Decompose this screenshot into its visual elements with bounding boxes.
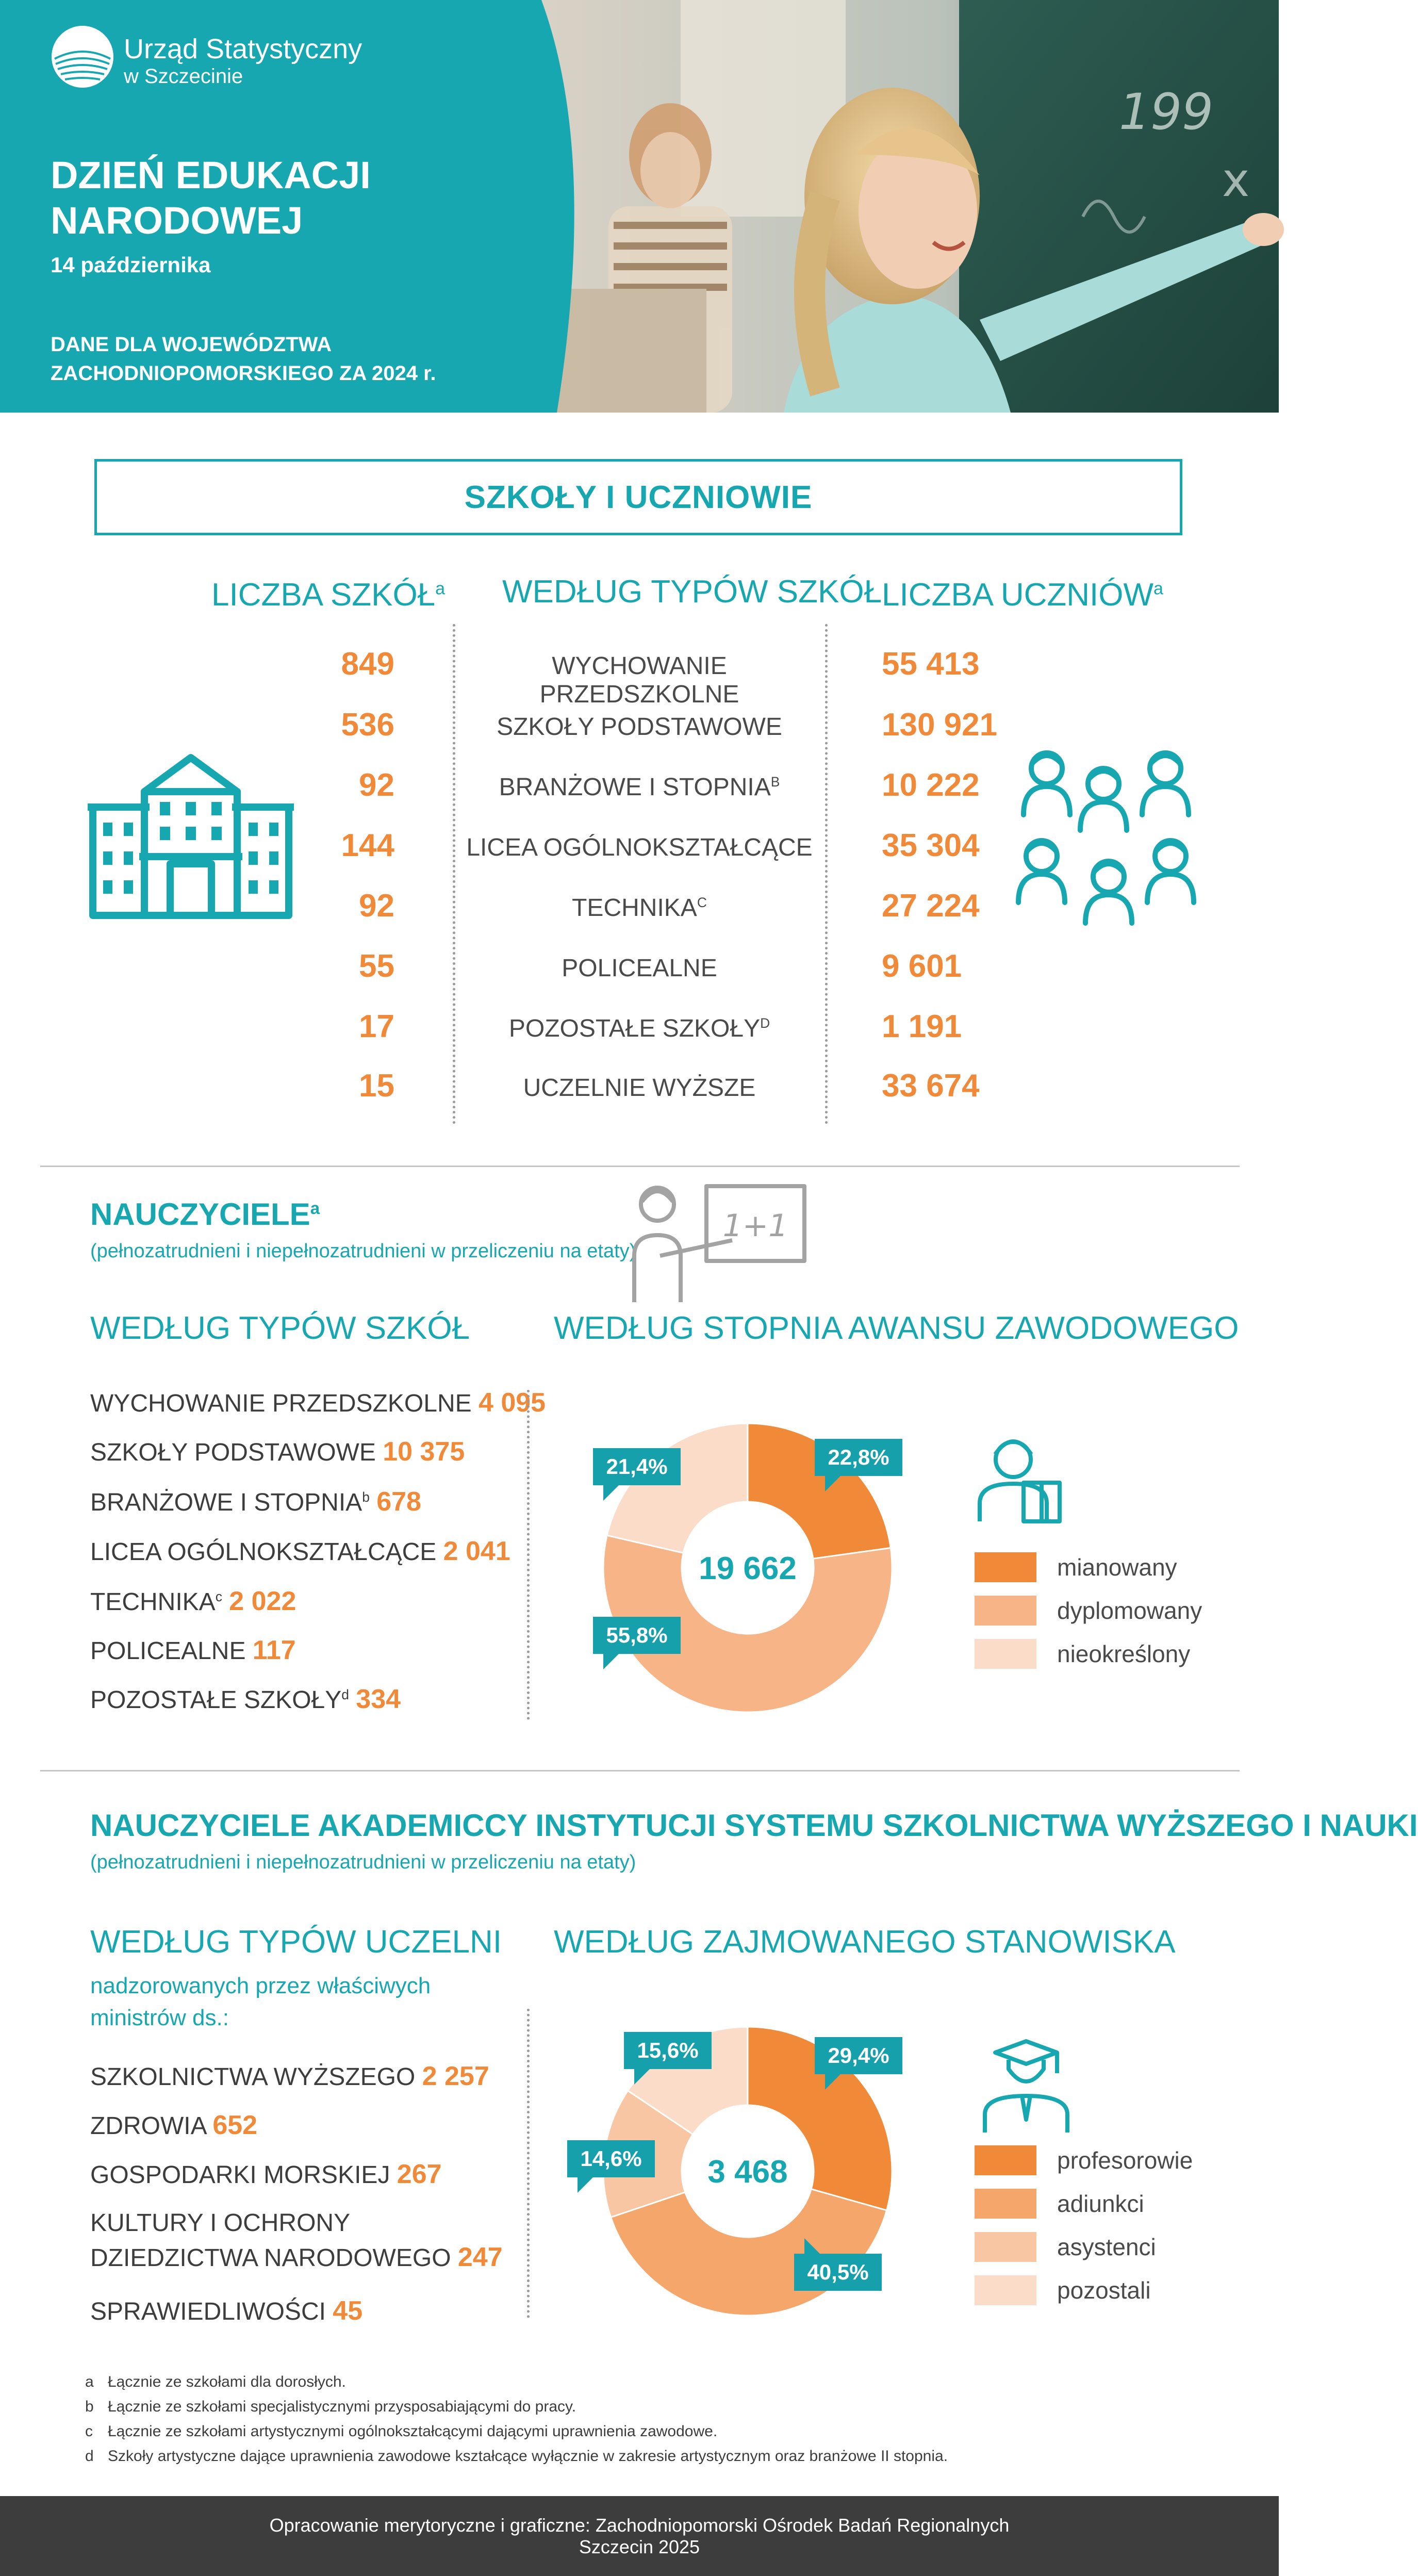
- teacher-list-item: WYCHOWANIE PRZEDSZKOLNE 4 095: [90, 1388, 546, 1418]
- school-type-label: $TECHNIKA^C$: [572, 894, 707, 922]
- footer-line2: Szczecin 2025: [579, 2536, 700, 2557]
- divider-right: [825, 624, 828, 1124]
- title-line2: NARODOWEJ: [51, 199, 303, 242]
- teachers-divider: [527, 1390, 530, 1720]
- academic-list-item: SZKOLNICTWA WYŻSZEGO 2 257: [90, 2061, 489, 2091]
- legend-swatch: [975, 1552, 1036, 1582]
- school-count: 849: [341, 646, 394, 682]
- chalk-number: 199: [1119, 83, 1214, 141]
- data-scope-line1: DANE DLA WOJEWÓDZTWA: [51, 333, 332, 356]
- academic-divider: [527, 2009, 530, 2318]
- donut-label-text: 29,4%: [828, 2043, 889, 2068]
- academic-subtitle: (pełnozatrudnieni i niepełnozatrudnieni w przeliczeniu na etaty): [90, 1851, 636, 1873]
- student-count: 33 674: [882, 1068, 980, 1104]
- donut-slice-nieokreślony: [607, 1423, 748, 1553]
- academic-by-type-sub: nadzorowanych przez właściwych ministrów ds.:: [90, 1973, 431, 2030]
- academic-list-item: KULTURY I OCHRONY DZIEDZICTWA NARODOWEGO 247: [90, 2209, 503, 2272]
- legend-swatch: [975, 1639, 1036, 1669]
- donut-label-text: 22,8%: [828, 1445, 889, 1469]
- school-type-label: POLICEALNE: [562, 955, 717, 982]
- school-count: 92: [359, 888, 394, 924]
- title-date: 14 października: [51, 253, 211, 277]
- student-count: 27 224: [882, 888, 980, 924]
- school-count: 15: [359, 1068, 394, 1104]
- legend-label: pozostali: [1057, 2277, 1151, 2304]
- board-text: 1+1: [722, 1208, 788, 1244]
- org-line2: w Szczecinie: [124, 65, 243, 88]
- donut-label-text: 15,6%: [637, 2038, 699, 2062]
- teacher-list-item: POZOSTAŁE SZKOŁY$^d$ 334: [90, 1684, 401, 1714]
- student-count: 130 921: [882, 707, 998, 743]
- legend-swatch: [975, 2232, 1036, 2262]
- building-icon: [88, 750, 294, 921]
- legend-swatch: [975, 2189, 1036, 2219]
- legend-item: [975, 1552, 1202, 1582]
- data-scope: [51, 330, 436, 388]
- school-count: 536: [341, 707, 394, 743]
- teacher-list-item: LICEA OGÓLNOKSZTAŁCĄCE 2 041: [90, 1536, 510, 1566]
- data-scope-line2: ZACHODNIOPOMORSKIEGO ZA 2024 r.: [51, 362, 436, 385]
- position-legend: [975, 2145, 1193, 2319]
- legend-item: [975, 2232, 1193, 2262]
- teachers-title: NAUCZYCIELE$^a$: [90, 1197, 320, 1232]
- school-type-label: WYCHOWANIE PRZEDSZKOLNE: [539, 652, 739, 708]
- academic-list-item: SPRAWIEDLIWOŚCI 45: [90, 2296, 363, 2326]
- position-donut-chart: [557, 2016, 938, 2326]
- teacher-list-item: TECHNIKA$^c$ 2 022: [90, 1586, 296, 1616]
- legend-item: [975, 1596, 1202, 1626]
- col-head-students: LICZBA UCZNIÓW$^a$: [882, 577, 1163, 613]
- teachers-by-type-heading: WEDŁUG TYPÓW SZKÓŁ: [90, 1310, 470, 1346]
- teacher-person-icon: [975, 1431, 1067, 1524]
- rank-donut-chart: [557, 1413, 938, 1722]
- students-icon: [1005, 743, 1212, 939]
- legend-label: profesorowie: [1057, 2147, 1193, 2174]
- school-count: 92: [359, 767, 394, 803]
- school-type-label: SZKOŁY PODSTAWOWE: [497, 713, 782, 741]
- school-type-label: POZOSTAŁE $SZKOŁY^D$: [508, 1015, 770, 1042]
- school-type-label: LICEA OGÓLNOKSZTAŁCĄCE: [466, 834, 813, 861]
- classroom-photo: [536, 0, 1279, 413]
- rank-legend: [975, 1552, 1202, 1682]
- student-count: 9 601: [882, 948, 962, 984]
- donut-slice-adiunkci: [611, 2189, 887, 2316]
- legend-item: [975, 2275, 1193, 2305]
- student-count: 10 222: [882, 767, 980, 803]
- academic-by-position-heading: WEDŁUG ZAJMOWANEGO STANOWISKA: [554, 1924, 1176, 1960]
- legend-item: [975, 2189, 1193, 2219]
- school-count: 55: [359, 948, 394, 984]
- org-line1: Urząd Statystyczny: [124, 34, 362, 64]
- student-count: 1 191: [882, 1009, 962, 1044]
- section-divider-1: [40, 1166, 1240, 1167]
- donut-label-pointer: [603, 1654, 619, 1669]
- donut-label-text: 21,4%: [606, 1454, 668, 1479]
- legend-swatch: [975, 1596, 1036, 1626]
- school-count: 17: [359, 1009, 394, 1044]
- legend-label: mianowany: [1057, 1554, 1177, 1581]
- section-divider-2: [40, 1770, 1240, 1771]
- footer-line1: Opracowanie merytoryczne i graficzne: Zachodniopomorski Ośrodek Badań Regionalnych: [269, 2514, 1010, 2536]
- footer: [0, 2496, 1279, 2576]
- academic-by-type-heading: WEDŁUG TYPÓW UCZELNI: [90, 1924, 502, 1960]
- academic-title: NAUCZYCIELE AKADEMICCY INSTYTUCJI SYSTEMU SZKOLNICTWA WYŻSZEGO I NAUKI: [90, 1808, 1418, 1843]
- page-title: [51, 153, 371, 243]
- donut-total: 3 468: [707, 2154, 788, 2190]
- school-type-label: UCZELNIE WYŻSZE: [523, 1074, 756, 1102]
- chalk-x: x: [1222, 153, 1250, 207]
- teachers-by-rank-heading: WEDŁUG STOPNIA AWANSU ZAWODOWEGO: [554, 1310, 1239, 1346]
- donut-label-text: 55,8%: [606, 1623, 668, 1647]
- teachers-subtitle: (pełnozatrudnieni i niepełnozatrudnieni w przeliczeniu na etaty): [90, 1240, 636, 1262]
- org-name: [124, 34, 362, 89]
- donut-label-pointer: [578, 2177, 593, 2193]
- schools-section-title-text: SZKOŁY I UCZNIOWIE: [464, 479, 813, 515]
- school-count: 144: [341, 828, 394, 863]
- footnote: a Łącznie ze szkołami dla dorosłych.: [85, 2373, 346, 2390]
- legend-label: adiunkci: [1057, 2190, 1144, 2217]
- footnote: b Łącznie ze szkołami specjalistycznymi przysposabiającymi do pracy.: [85, 2398, 576, 2415]
- student-count: 35 304: [882, 828, 980, 863]
- legend-label: nieokreślony: [1057, 1640, 1191, 1667]
- teacher-board-icon: [629, 1178, 810, 1307]
- donut-label-text: 14,6%: [580, 2146, 642, 2171]
- legend-item: [975, 2145, 1193, 2175]
- donut-label-pointer: [603, 1485, 619, 1501]
- col-head-schools: LICZBA SZKÓŁ$^a$: [211, 577, 446, 613]
- legend-swatch: [975, 2145, 1036, 2175]
- legend-swatch: [975, 2275, 1036, 2305]
- academic-list-item: GOSPODARKI MORSKIEJ 267: [90, 2159, 442, 2189]
- donut-label-text: 40,5%: [807, 2260, 869, 2284]
- title-line1: DZIEŃ EDUKACJI: [51, 154, 371, 196]
- graduate-icon: [975, 2037, 1078, 2135]
- legend-label: asystenci: [1057, 2234, 1156, 2260]
- col-head-types: WEDŁUG TYPÓW SZKÓŁ: [502, 574, 882, 610]
- teacher-list-item: BRANŻOWE I STOPNIA$^b$ 678: [90, 1487, 421, 1517]
- schools-section-title: [94, 459, 1182, 535]
- donut-total: 19 662: [699, 1551, 797, 1586]
- school-type-label: BRANŻOWE I $STOPNIA^B$: [499, 774, 780, 801]
- header-banner: [0, 0, 1279, 413]
- footnote: d Szkoły artystyczne dające uprawnienia zawodowe kształcące wyłącznie w zakresie artystycznym oraz branżowe II stopnia.: [85, 2448, 948, 2465]
- student-count: 55 413: [882, 646, 980, 682]
- legend-item: [975, 1639, 1202, 1669]
- teacher-list-item: POLICEALNE 117: [90, 1635, 296, 1665]
- footnote: c Łącznie ze szkołami artystycznymi ogólnokształcącymi dającymi uprawnienia zawodowe.: [85, 2423, 718, 2440]
- legend-label: dyplomowany: [1057, 1597, 1202, 1624]
- academic-list-item: ZDROWIA 652: [90, 2110, 258, 2140]
- logo-icon: [51, 25, 114, 89]
- teacher-list-item: SZKOŁY PODSTAWOWE 10 375: [90, 1437, 465, 1467]
- footnotes: [85, 2370, 948, 2469]
